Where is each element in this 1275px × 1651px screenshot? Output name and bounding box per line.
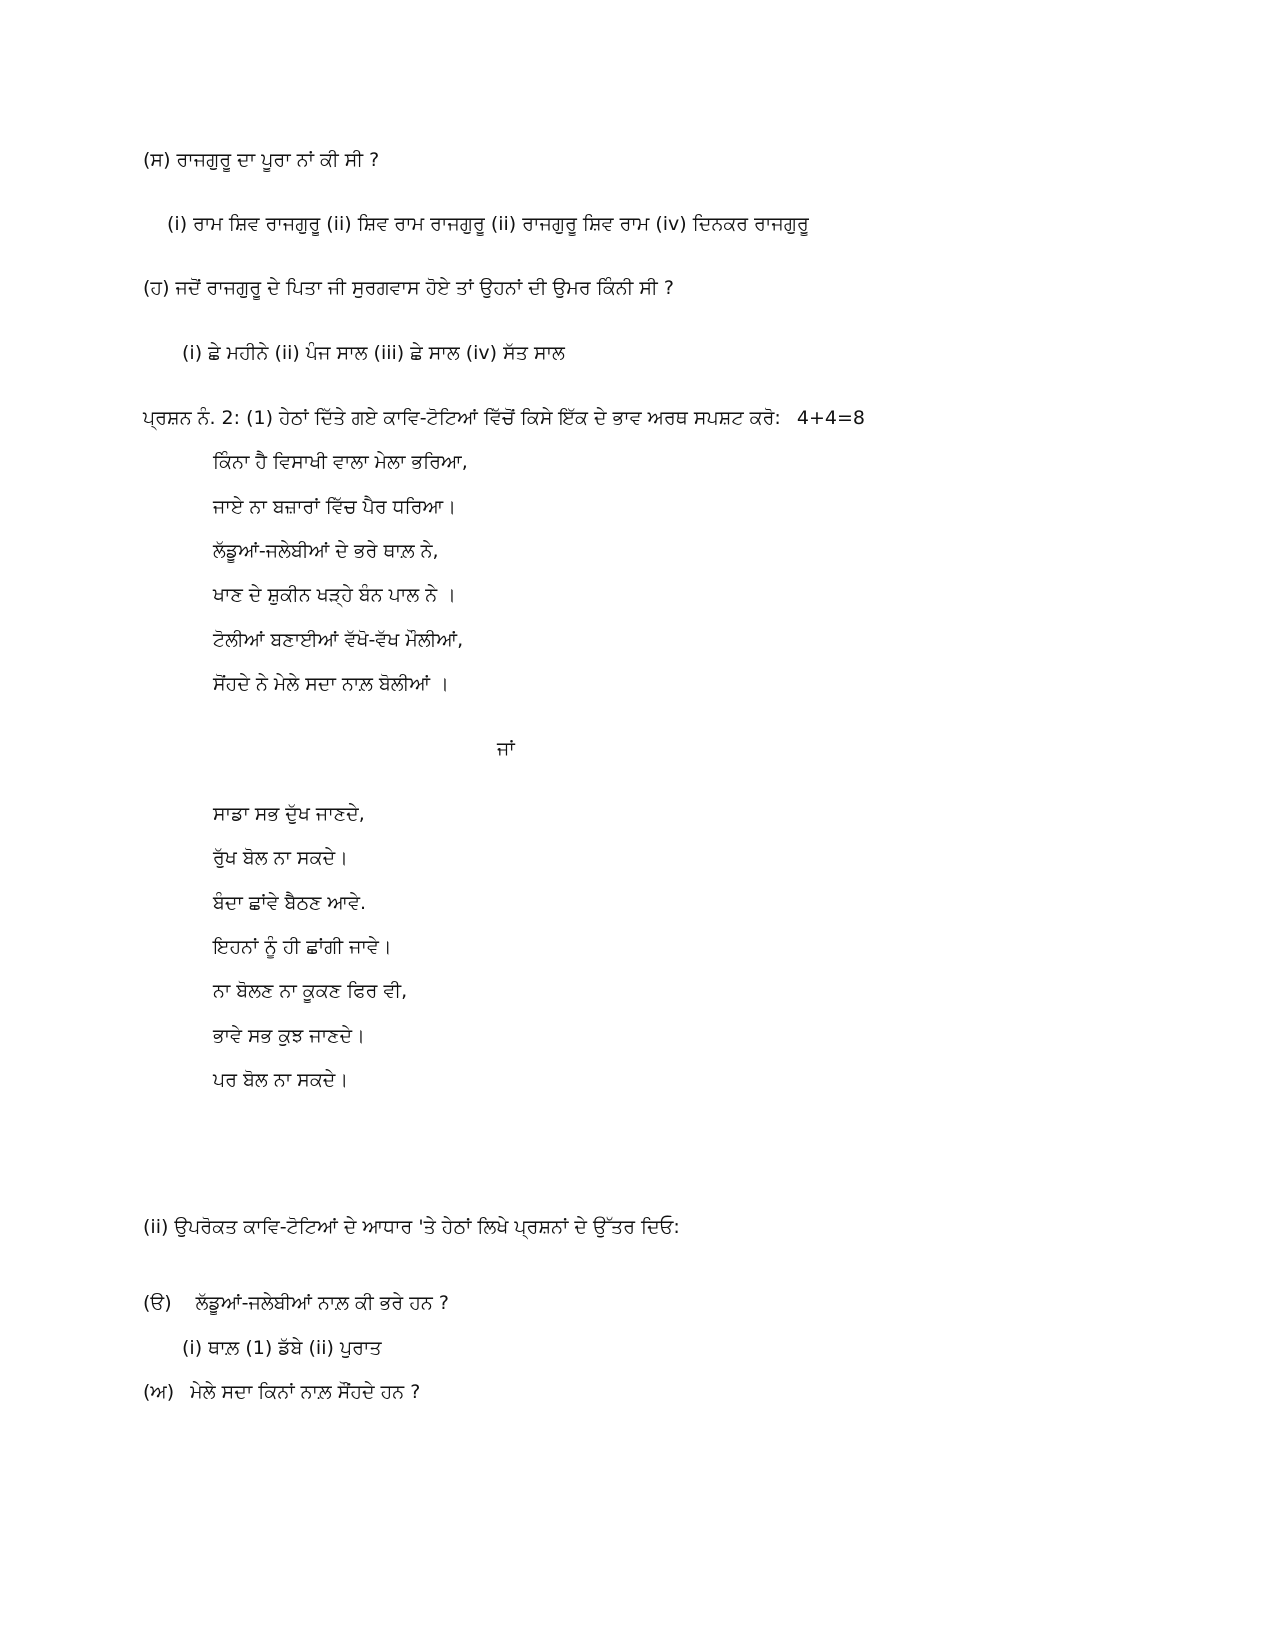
poem-2-line: ਨਾ ਬੋਲਣ ਨਾ ਕੂਕਣ ਫਿਰ ਵੀ, <box>213 980 408 1002</box>
poem-1-line: ਸੋਂਹਦੇ ਨੇ ਮੇਲੇ ਸਦਾ ਨਾਲ਼ ਬੋਲੀਆਂ । <box>213 673 449 695</box>
question-a-label: (ਅ) <box>143 1381 175 1403</box>
poem-2-line: ਰੁੱਖ ਬੋਲ ਨਾ ਸਕਦੇ। <box>213 847 348 869</box>
poem-1-line: ਜਾਏ ਨਾ ਬਜ਼ਾਰਾਂ ਵਿੱਚ ਪੈਰ ਧਰਿਆ। <box>213 496 457 518</box>
question-s: (ਸ) ਰਾਜਗੁਰੂ ਦਾ ਪੂਰਾ ਨਾਂ ਕੀ ਸੀ ? <box>143 149 380 171</box>
poem-2-line: ਇਹਨਾਂ ਨੂੰ ਹੀ ਛਾਂਗੀ ਜਾਵੇ। <box>213 936 392 958</box>
question-u-options: (i) ਥਾਲ਼ (1) ਡੱਬੇ (ii) ਪੁਰਾਤ <box>182 1337 382 1359</box>
question-u-label: (ੳ) <box>143 1292 172 1314</box>
question-h: (ਹ) ਜਦੋਂ ਰਾਜਗੁਰੂ ਦੇ ਪਿਤਾ ਜੀ ਸੁਰਗਵਾਸ ਹੋਏ ਤਾਂ ਉਹਨਾਂ ਦੀ ਉਮਰ ਕਿੰਨੀ ਸੀ ? <box>143 277 674 299</box>
question-s-options: (i) ਰਾਮ ਸ਼ਿਵ ਰਾਜਗੁਰੂ (ii) ਸ਼ਿਵ ਰਾਮ ਰਾਜਗੁਰੂ (ii) ਰਾਜਗੁਰੂ ਸ਼ਿਵ ਰਾਮ (iv) ਦਿਨਕਰ ਰਾਜਗੁਰੂ <box>167 213 809 235</box>
poem-2-line: ਭਾਵੇ ਸਭ ਕੁਝ ਜਾਣਦੇ। <box>213 1025 365 1047</box>
question-a <box>143 1380 420 1404</box>
question-u <box>143 1291 449 1315</box>
poem-2-line: ਬੰਦਾ ਛਾਂਵੇ ਬੈਠਣ ਆਵੇ. <box>213 892 367 914</box>
question-u-text: ਲੱਡੂਆਂ-ਜਲੇਬੀਆਂ ਨਾਲ਼ ਕੀ ਭਰੇ ਹਨ ? <box>195 1292 449 1314</box>
or-label: ਜਾਂ <box>497 738 515 760</box>
poem-1-line: ਟੋਲੀਆਂ ਬਣਾਈਆਂ ਵੱਖੋ-ਵੱਖ ਮੌਲੀਆਂ, <box>213 629 464 651</box>
question-a-text: ਮੇਲੇ ਸਦਾ ਕਿਨਾਂ ਨਾਲ਼ ਸੌਂਹਦੇ ਹਨ ? <box>190 1381 421 1403</box>
question-h-options: (i) ਛੇ ਮਹੀਨੇ (ii) ਪੰਜ ਸਾਲ (iii) ਛੇ ਸਾਲ (iv) ਸੱਤ ਸਾਲ <box>182 342 565 364</box>
poem-2-line: ਸਾਡਾ ਸਭ ਦੁੱਖ ਜਾਣਦੇ, <box>213 803 365 825</box>
question-2-instruction: ਪ੍ਰਸ਼ਨ ਨੰ. 2: (1) ਹੇਠਾਂ ਦਿੱਤੇ ਗਏ ਕਾਵਿ-ਟੋਟਿਆਂ ਵਿੱਚੋਂ ਕਿਸੇ ਇੱਕ ਦੇ ਭਾਵ ਅਰਥ ਸਪਸ਼ਟ ਕਰੋ: <box>143 407 781 429</box>
question-2-ii-heading: (ii) ਉਪਰੋਕਤ ਕਾਵਿ-ਟੋਟਿਆਂ ਦੇ ਆਧਾਰ 'ਤੇ ਹੇਠਾਂ ਲਿਖੇ ਪ੍ਰਸ਼ਨਾਂ ਦੇ ਉੱਤਰ ਦਿਓ: <box>143 1216 680 1238</box>
poem-2-line: ਪਰ ਬੋਲ ਨਾ ਸਕਦੇ। <box>213 1069 349 1091</box>
poem-1-line: ਖਾਣ ਦੇ ਸ਼ੁਕੀਨ ਖੜ੍ਹੇ ਬੰਨ ਪਾਲ ਨੇ । <box>213 584 456 606</box>
question-2-marks: 4+4=8 <box>796 407 865 429</box>
poem-1-line: ਲੱਡੂਆਂ-ਜਲੇਬੀਆਂ ਦੇ ਭਰੇ ਥਾਲ਼ ਨੇ, <box>213 540 439 562</box>
poem-1-line: ਕਿੰਨਾ ਹੈ ਵਿਸਾਖੀ ਵਾਲਾ ਮੇਲਾ ਭਰਿਆ, <box>213 451 468 473</box>
question-2-heading <box>143 406 865 430</box>
